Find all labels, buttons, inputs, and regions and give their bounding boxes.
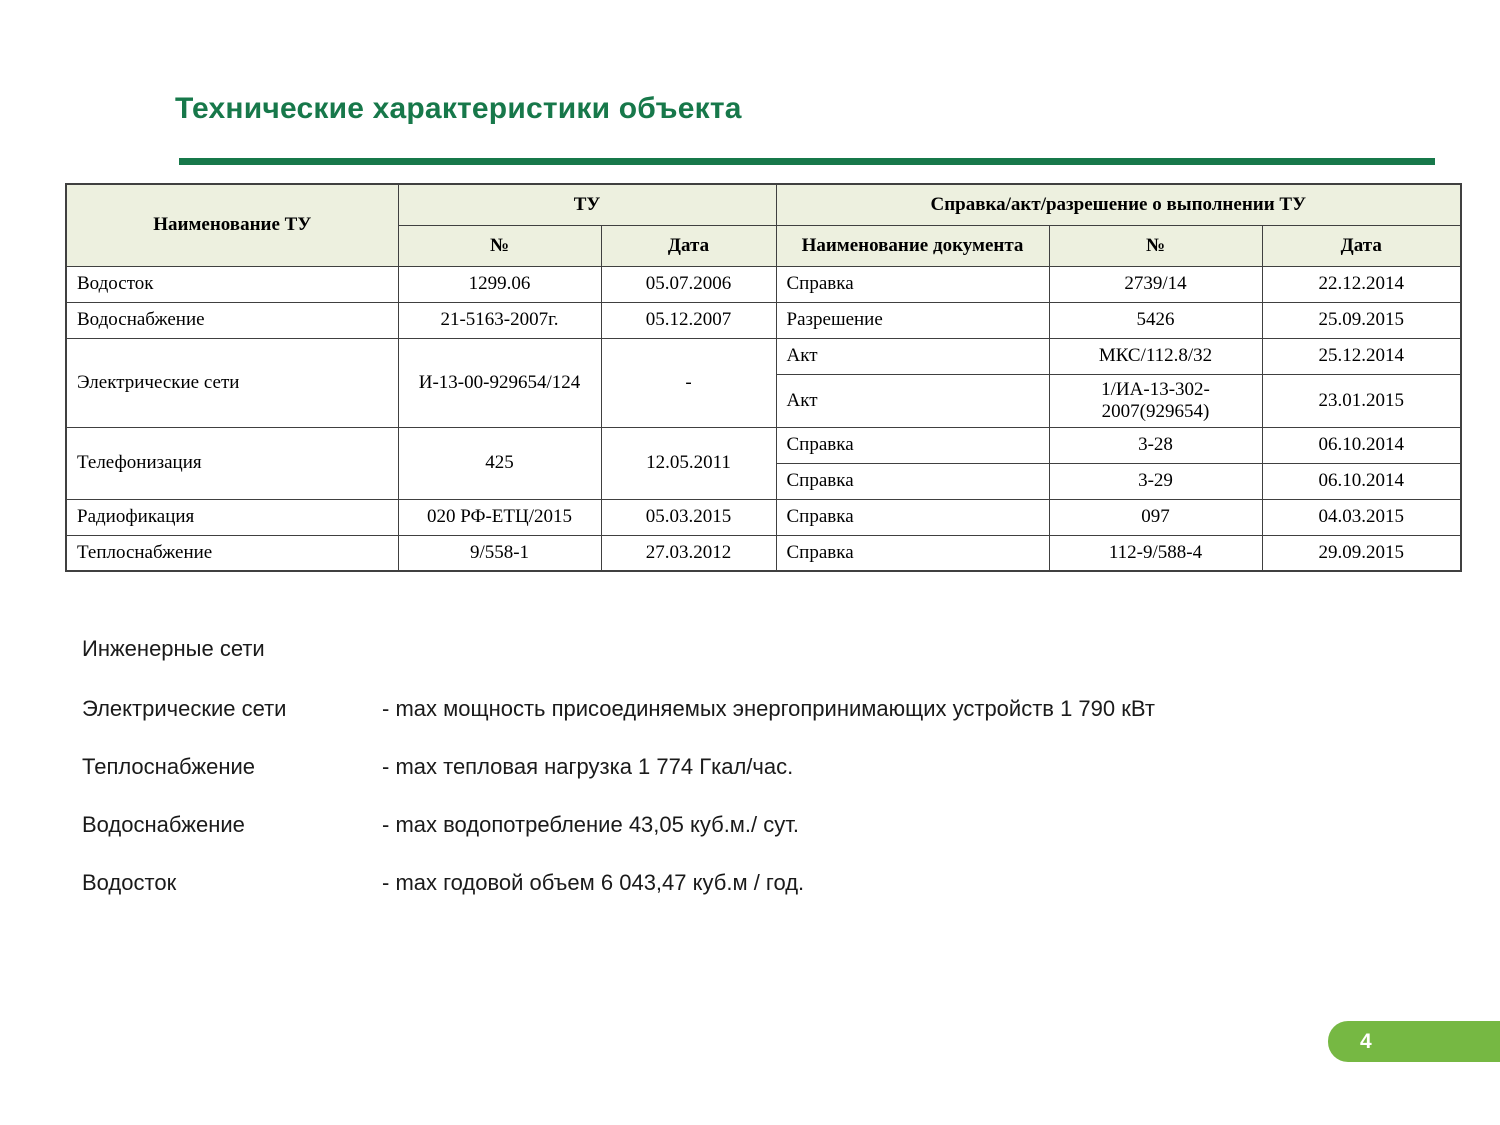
title-underline bbox=[179, 158, 1435, 165]
page-number-badge: 4 bbox=[1328, 1021, 1500, 1062]
table-cell: Теплоснабжение bbox=[66, 535, 398, 571]
table-cell: 27.03.2012 bbox=[601, 535, 776, 571]
note-value: - max водопотребление 43,05 куб.м./ сут. bbox=[382, 812, 800, 837]
header-name-tu: Наименование ТУ bbox=[66, 184, 398, 266]
note-value: - max годовой объем 6 043,47 куб.м / год. bbox=[382, 870, 805, 895]
table-cell: Водоснабжение bbox=[66, 302, 398, 338]
table-cell: Телефонизация bbox=[66, 427, 398, 499]
table-cell: 2739/14 bbox=[1049, 266, 1262, 302]
table-cell: Справка bbox=[776, 266, 1049, 302]
table-cell: 25.09.2015 bbox=[1262, 302, 1461, 338]
table-cell: 097 bbox=[1049, 499, 1262, 535]
table-cell: 12.05.2011 bbox=[601, 427, 776, 499]
note-row-drain bbox=[82, 870, 1422, 896]
table-cell: 22.12.2014 bbox=[1262, 266, 1461, 302]
engineering-notes bbox=[82, 636, 1422, 928]
table-cell: МКС/112.8/32 bbox=[1049, 338, 1262, 374]
table-row bbox=[66, 302, 1461, 338]
note-label: Водоснабжение bbox=[82, 812, 245, 837]
table-cell: Акт bbox=[776, 374, 1049, 427]
table-cell: Справка bbox=[776, 463, 1049, 499]
note-label: Водосток bbox=[82, 870, 177, 895]
note-label: Электрические сети bbox=[82, 696, 287, 721]
table-cell: Справка bbox=[776, 499, 1049, 535]
table-row bbox=[66, 427, 1461, 463]
header-date-doc: Дата bbox=[1262, 225, 1461, 266]
table-cell: Водосток bbox=[66, 266, 398, 302]
table-cell: 425 bbox=[398, 427, 601, 499]
table-cell: 05.07.2006 bbox=[601, 266, 776, 302]
header-num-doc: № bbox=[1049, 225, 1262, 266]
table-cell: 05.03.2015 bbox=[601, 499, 776, 535]
page-title: Технические характеристики объекта bbox=[175, 92, 742, 125]
table-cell: 25.12.2014 bbox=[1262, 338, 1461, 374]
table-cell: 21-5163-2007г. bbox=[398, 302, 601, 338]
table-cell: 29.09.2015 bbox=[1262, 535, 1461, 571]
table-cell: 020 РФ-ЕТЦ/2015 bbox=[398, 499, 601, 535]
table-cell: Разрешение bbox=[776, 302, 1049, 338]
table-cell: 112-9/588-4 bbox=[1049, 535, 1262, 571]
table-row bbox=[66, 338, 1461, 374]
table-cell: 06.10.2014 bbox=[1262, 463, 1461, 499]
note-value: - max тепловая нагрузка 1 774 Гкал/час. bbox=[382, 754, 794, 779]
table-cell: Справка bbox=[776, 535, 1049, 571]
table-cell: 3-29 bbox=[1049, 463, 1262, 499]
table-cell: Радиофикация bbox=[66, 499, 398, 535]
header-doc-name: Наименование документа bbox=[776, 225, 1049, 266]
header-num-tu: № bbox=[398, 225, 601, 266]
note-value: - max мощность присоединяемых энергопринимающих устройств 1 790 кВт bbox=[382, 696, 1155, 721]
table-cell: 1299.06 bbox=[398, 266, 601, 302]
table-header bbox=[66, 184, 1461, 266]
table-cell: 04.03.2015 bbox=[1262, 499, 1461, 535]
notes-heading: Инженерные сети bbox=[82, 636, 265, 661]
table-row bbox=[66, 535, 1461, 571]
table-cell: 23.01.2015 bbox=[1262, 374, 1461, 427]
header-date-tu: Дата bbox=[601, 225, 776, 266]
table-cell: И-13-00-929654/124 bbox=[398, 338, 601, 427]
table-cell: Справка bbox=[776, 427, 1049, 463]
header-tu-group: ТУ bbox=[398, 184, 776, 225]
note-label: Теплоснабжение bbox=[82, 754, 256, 779]
table-row bbox=[66, 499, 1461, 535]
table-cell: 9/558-1 bbox=[398, 535, 601, 571]
table-cell: 5426 bbox=[1049, 302, 1262, 338]
note-row-electric bbox=[82, 696, 1422, 722]
table-row bbox=[66, 266, 1461, 302]
note-row-heat bbox=[82, 754, 1422, 780]
table-cell: Акт bbox=[776, 338, 1049, 374]
table-cell: 06.10.2014 bbox=[1262, 427, 1461, 463]
table-cell: 3-28 bbox=[1049, 427, 1262, 463]
note-row-water-supply bbox=[82, 812, 1422, 838]
table-body bbox=[66, 266, 1461, 571]
table-cell: Электрические сети bbox=[66, 338, 398, 427]
table-cell: 05.12.2007 bbox=[601, 302, 776, 338]
table-cell: - bbox=[601, 338, 776, 427]
header-spravka-group: Справка/акт/разрешение о выполнении ТУ bbox=[776, 184, 1461, 225]
tu-table bbox=[65, 183, 1462, 572]
table-cell: 1/ИА-13-302-2007(929654) bbox=[1049, 374, 1262, 427]
